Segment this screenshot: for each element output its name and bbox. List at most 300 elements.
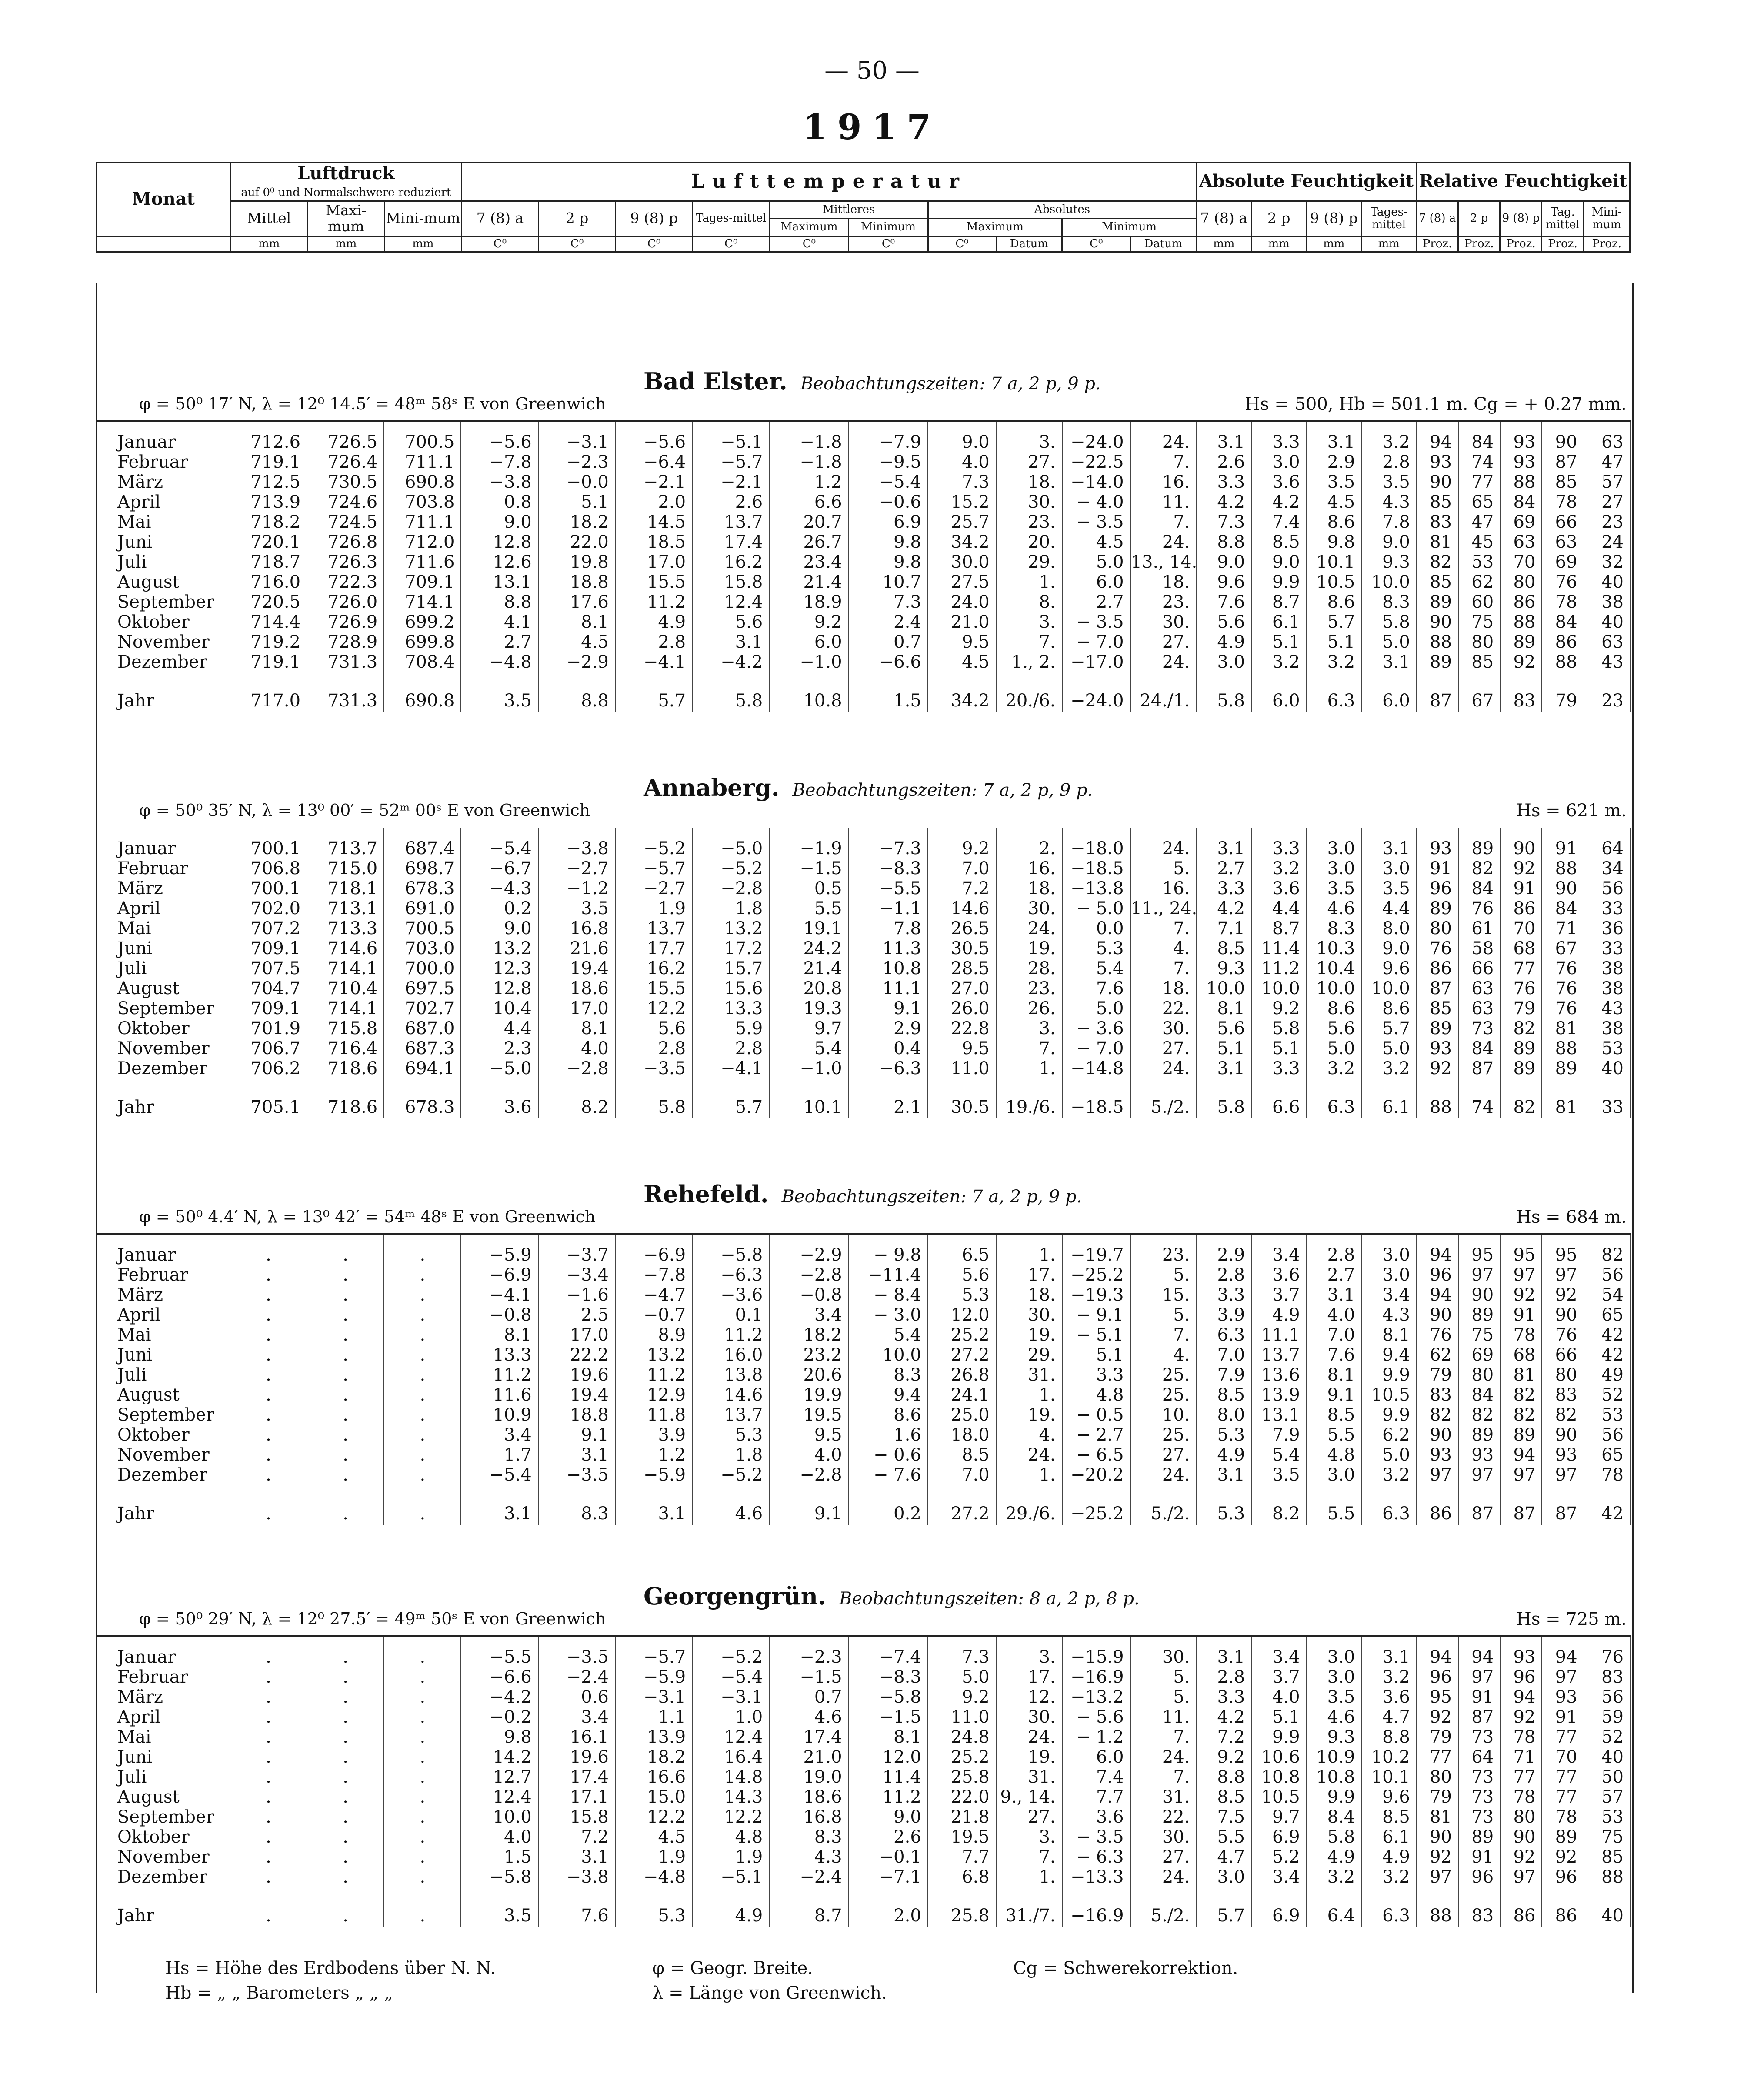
value-cell: . [230,1747,307,1767]
value-cell: 4. [996,1425,1062,1445]
value-cell: 712.6 [230,421,307,453]
year-row [96,1485,1630,1525]
value-cell: 2.5 [538,1305,615,1325]
value-cell: 27. [996,452,1062,472]
value-cell: 697.5 [384,978,461,998]
value-cell: 1.9 [615,899,692,919]
value-cell: 8.5 [928,1445,996,1465]
value-cell: . [230,1867,307,1887]
value-cell: 3.1 [461,1485,538,1525]
value-cell: . [384,1365,461,1385]
value-cell: −3.1 [692,1687,769,1707]
value-cell: −2.8 [538,1058,615,1078]
value-cell: 18.2 [769,1325,848,1345]
value-cell: 718.1 [307,879,384,899]
value-cell: 20.7 [769,512,848,532]
value-cell: . [384,1727,461,1747]
value-cell: . [230,1265,307,1285]
value-cell: 93 [1458,1445,1500,1465]
value-cell: 3.9 [615,1425,692,1445]
value-cell: 6.5 [928,1234,996,1265]
value-cell: 97 [1542,1265,1584,1285]
value-cell: 3.5 [1361,472,1417,492]
value-cell: 21.4 [769,572,848,592]
value-cell: 33 [1584,939,1630,958]
value-cell: 9.6 [1361,1787,1417,1807]
month-cell: Juni [96,532,230,552]
value-cell: 16.8 [538,919,615,939]
value-cell: . [230,1305,307,1325]
value-cell: 97 [1542,1465,1584,1485]
value-cell: 19.8 [538,552,615,572]
unit-datum: Datum [996,236,1062,252]
value-cell: 5.1 [1251,1038,1307,1058]
value-cell: 42 [1584,1485,1630,1525]
value-cell: 7. [1130,958,1197,978]
value-cell: 26. [996,998,1062,1018]
value-cell: − 3.0 [849,1305,928,1325]
value-cell: 79 [1417,1787,1458,1807]
value-cell: 3.6 [1251,1265,1307,1285]
value-cell: 61 [1458,919,1500,939]
value-cell: 16.6 [615,1767,692,1787]
value-cell: 2.8 [1196,1265,1251,1285]
value-cell: . [384,1887,461,1927]
value-cell: 6.3 [1196,1325,1251,1345]
value-cell: 17.4 [692,532,769,552]
month-cell: Januar [96,828,230,859]
value-cell: 3.3 [1251,1058,1307,1078]
value-cell: −6.6 [849,652,928,672]
month-cell: Mai [96,919,230,939]
value-cell: 12.4 [461,1787,538,1807]
value-cell: 7. [996,1038,1062,1058]
value-cell: 16. [996,859,1062,879]
value-cell: −15.9 [1062,1636,1130,1667]
value-cell: 704.7 [230,978,307,998]
value-cell: 85 [1458,652,1500,672]
month-cell: April [96,899,230,919]
value-cell: 9.9 [1251,572,1307,592]
value-cell: 27.2 [928,1345,996,1365]
value-cell: 718.6 [307,1058,384,1078]
value-cell: 4.0 [1307,1305,1362,1325]
value-cell: 9.9 [1361,1365,1417,1385]
value-cell: 6.4 [1307,1887,1362,1927]
value-cell: −4.2 [692,652,769,672]
value-cell: 5.6 [1196,1018,1251,1038]
value-cell: 5.7 [1196,1887,1251,1927]
month-cell: Jahr [96,672,230,712]
value-cell: 17.6 [538,592,615,612]
value-cell: 19.6 [538,1365,615,1385]
value-cell: 66 [1458,958,1500,978]
value-cell: 719.1 [230,652,307,672]
value-cell: 23. [1130,1234,1197,1265]
value-cell: 3.3 [1196,1285,1251,1305]
value-cell: 11.4 [849,1767,928,1787]
value-cell: 1. [996,1385,1062,1405]
value-cell: 2.0 [615,492,692,512]
value-cell: 687.0 [384,1018,461,1038]
value-cell: 714.1 [307,998,384,1018]
value-cell: 731.3 [307,672,384,712]
value-cell: 24 [1584,532,1630,552]
value-cell: 8.3 [769,1827,848,1847]
value-cell: 88 [1417,632,1458,652]
month-cell: April [96,492,230,512]
value-cell: . [230,1425,307,1445]
value-cell: −5.4 [461,1465,538,1485]
table-row [96,1038,1630,1058]
value-cell: 1. [996,572,1062,592]
value-cell: 724.5 [307,512,384,532]
value-cell: 20. [996,532,1062,552]
month-cell: September [96,998,230,1018]
value-cell: −6.7 [461,859,538,879]
value-cell: . [230,1687,307,1707]
value-cell: 12.9 [615,1385,692,1405]
value-cell: . [230,1345,307,1365]
value-cell: 4.5 [1307,492,1362,512]
value-cell: 5.8 [1196,1078,1251,1118]
value-cell: 3.2 [1361,1058,1417,1078]
value-cell: . [384,1747,461,1767]
value-cell: 10.8 [769,672,848,712]
value-cell: 700.1 [230,828,307,859]
month-cell: Oktober [96,612,230,632]
value-cell: − 7.0 [1062,632,1130,652]
value-cell: 9.0 [1361,532,1417,552]
value-cell: 7.7 [1062,1787,1130,1807]
value-cell: 1.5 [849,672,928,712]
value-cell: 86 [1417,958,1458,978]
value-cell: − 3.5 [1062,612,1130,632]
value-cell: 50 [1584,1767,1630,1787]
value-cell: 73 [1458,1807,1500,1827]
value-cell: 95 [1542,1234,1584,1265]
value-cell: 17. [996,1667,1062,1687]
value-cell: 77 [1542,1727,1584,1747]
value-cell: . [307,1325,384,1345]
value-cell: 12.6 [461,552,538,572]
value-cell: 8.5 [1196,939,1251,958]
value-cell: 728.9 [307,632,384,652]
value-cell: 5.4 [849,1325,928,1345]
footnote-lambda: λ = Länge von Greenwich. [652,1983,887,2003]
value-cell: 4.2 [1251,492,1307,512]
table-row [96,1365,1630,1385]
value-cell: 4. [1130,939,1197,958]
value-cell: . [307,1847,384,1867]
value-cell: − 0.5 [1062,1405,1130,1425]
value-cell: 16.0 [692,1345,769,1365]
value-cell: 40 [1584,1887,1630,1927]
value-cell: 27. [1130,1847,1197,1867]
value-cell: 3.2 [1361,1465,1417,1485]
value-cell: −5.0 [461,1058,538,1078]
value-cell: 24.1 [928,1385,996,1405]
value-cell: 2.9 [1307,452,1362,472]
value-cell: 26.0 [928,998,996,1018]
value-cell: −0.1 [849,1847,928,1867]
value-cell: 3.0 [1361,859,1417,879]
value-cell: 3.2 [1251,652,1307,672]
value-cell: 5.8 [692,672,769,712]
value-cell: . [384,1305,461,1325]
value-cell: 10.0 [1361,978,1417,998]
value-cell: 94 [1417,1285,1458,1305]
value-cell: 13.2 [692,919,769,939]
value-cell: 5.5 [769,899,848,919]
value-cell: 8.1 [538,612,615,632]
value-cell: −3.8 [538,828,615,859]
value-cell: 2.7 [461,632,538,652]
value-cell: −5.8 [461,1867,538,1887]
value-cell: −6.9 [615,1234,692,1265]
value-cell: 7. [1130,1727,1197,1747]
value-cell: 7.3 [1196,512,1251,532]
value-cell: 22. [1130,998,1197,1018]
value-cell: −5.2 [615,828,692,859]
value-cell: 80 [1500,1807,1542,1827]
value-cell: 8.7 [1251,592,1307,612]
value-cell: 10.8 [1251,1767,1307,1787]
station-height: Hs = 500, Hb = 501.1 m. Cg = + 0.27 mm. [1245,394,1627,414]
value-cell: 74 [1458,452,1500,472]
value-cell: 15.5 [615,978,692,998]
footnote-hs: Hs = Höhe des Erdbodens über N. N. [165,1958,496,1978]
value-cell: 720.1 [230,532,307,552]
value-cell: . [307,1827,384,1847]
value-cell: 73 [1458,1018,1500,1038]
value-cell: 3.5 [461,1887,538,1927]
value-cell: 2.6 [692,492,769,512]
value-cell: 38 [1584,1018,1630,1038]
header-t2: 2 p [539,201,616,236]
value-cell: 5.1 [538,492,615,512]
value-cell: 8.6 [849,1405,928,1425]
value-cell: 7. [1130,512,1197,532]
value-cell: 58 [1458,939,1500,958]
value-cell: . [230,1365,307,1385]
value-cell: 87 [1542,452,1584,472]
footnote-hb: Hb = „ „ Barometers „ „ „ [165,1983,393,2003]
header-rmin: Mini-mum [1584,201,1630,236]
value-cell: 7.8 [1361,512,1417,532]
value-cell: 716.0 [230,572,307,592]
value-cell: 11.1 [849,978,928,998]
table-row [96,1827,1630,1847]
value-cell: 10.4 [461,998,538,1018]
value-cell: 10.5 [1307,572,1362,592]
value-cell: 43 [1584,998,1630,1018]
value-cell: . [384,1807,461,1827]
table-row [96,652,1630,672]
value-cell: 710.4 [307,978,384,998]
value-cell: 85 [1417,572,1458,592]
table-row [96,1405,1630,1425]
value-cell: 23.2 [769,1345,848,1365]
table-row [96,421,1630,453]
value-cell: 3.1 [1196,1636,1251,1667]
value-cell: 63 [1542,532,1584,552]
value-cell: . [230,1807,307,1827]
value-cell: 4.2 [1196,492,1251,512]
value-cell: 43 [1584,652,1630,672]
value-cell: 36 [1584,919,1630,939]
month-cell: Januar [96,1234,230,1265]
month-cell: Dezember [96,1465,230,1485]
value-cell: 90 [1542,879,1584,899]
station-title [644,367,1101,395]
value-cell: 14.2 [461,1747,538,1767]
unit-c: C⁰ [693,236,770,252]
value-cell: 3.4 [769,1305,848,1325]
value-cell: 3.1 [1361,1636,1417,1667]
value-cell: 28.5 [928,958,996,978]
value-cell: 7.6 [1196,592,1251,612]
table-row [96,899,1630,919]
year-row [96,1887,1630,1927]
value-cell: 0.7 [849,632,928,652]
value-cell: 83 [1584,1667,1630,1687]
value-cell: −2.3 [538,452,615,472]
value-cell: −8.3 [849,1667,928,1687]
value-cell: 11.4 [1251,939,1307,958]
value-cell: −11.4 [849,1265,928,1285]
table-row [96,1867,1630,1887]
table-row [96,1465,1630,1485]
value-cell: 40 [1584,1058,1630,1078]
station-height: Hs = 684 m. [1516,1207,1627,1227]
value-cell: 5.6 [692,612,769,632]
value-cell: 3.3 [1251,421,1307,453]
value-cell: −1.9 [769,828,848,859]
table-row [96,1807,1630,1827]
value-cell: 9.8 [849,532,928,552]
value-cell: 13.1 [1251,1405,1307,1425]
value-cell: 0.2 [461,899,538,919]
value-cell: . [384,1345,461,1365]
value-cell: 27. [1130,1038,1197,1058]
value-cell: −3.4 [538,1265,615,1285]
value-cell: 6.1 [1251,612,1307,632]
unit-mm: mm [230,236,307,252]
value-cell: 8.3 [538,1485,615,1525]
unit-proz: Proz. [1584,236,1630,252]
value-cell: −19.7 [1062,1234,1130,1265]
value-cell: 16.4 [692,1747,769,1767]
value-cell: 97 [1500,1265,1542,1285]
value-cell: . [230,1727,307,1747]
value-cell: 92 [1542,1285,1584,1305]
value-cell: 8.2 [1251,1485,1307,1525]
value-cell: −5.6 [461,421,538,453]
value-cell: −5.2 [692,859,769,879]
value-cell: 2.4 [849,612,928,632]
value-cell: 724.6 [307,492,384,512]
station-table [96,827,1631,1118]
value-cell: 0.4 [849,1038,928,1058]
value-cell: 5.9 [692,1018,769,1038]
value-cell: 1.0 [692,1707,769,1727]
value-cell: 11.2 [849,1787,928,1807]
value-cell: 84 [1458,421,1500,453]
header-tages: Tages-mittel [1361,201,1417,236]
value-cell: . [307,1234,384,1265]
station-name: Rehefeld. [644,1180,769,1208]
value-cell: 5.3 [1196,1425,1251,1445]
value-cell: 9.3 [1361,552,1417,572]
value-cell: 12.2 [692,1807,769,1827]
value-cell: 7.0 [1307,1325,1362,1345]
value-cell: . [384,1445,461,1465]
value-cell: 5.0 [1361,1038,1417,1058]
value-cell: 10.1 [1361,1767,1417,1787]
value-cell: 14.6 [928,899,996,919]
header-abs-feucht: Absolute Feuchtigkeit [1197,163,1417,201]
value-cell: 76 [1542,958,1584,978]
value-cell: 4.0 [769,1445,848,1465]
value-cell: 730.5 [307,472,384,492]
value-cell: −2.3 [769,1636,848,1667]
value-cell: 7.4 [1251,512,1307,532]
value-cell: 88 [1542,1038,1584,1058]
month-cell: Februar [96,452,230,472]
value-cell: 1., 2. [996,652,1062,672]
value-cell: 13.3 [692,998,769,1018]
value-cell: 24. [1130,532,1197,552]
value-cell: 3.3 [1196,472,1251,492]
value-cell: 10.8 [1307,1767,1362,1787]
value-cell: . [384,1847,461,1867]
value-cell: 71 [1542,919,1584,939]
value-cell: 7.2 [1196,1727,1251,1747]
value-cell: 23 [1584,512,1630,532]
value-cell: 715.0 [307,859,384,879]
value-cell: 1. [996,1867,1062,1887]
column-header [96,162,1631,253]
value-cell: 5.0 [1307,1038,1362,1058]
value-cell: 3.1 [692,632,769,652]
value-cell: 1. [996,1234,1062,1265]
value-cell: −9.5 [849,452,928,472]
value-cell: 1.9 [615,1847,692,1867]
station-title [644,1582,1140,1610]
value-cell: 10.0 [461,1807,538,1827]
value-cell: 14.8 [692,1767,769,1787]
value-cell: − 3.6 [1062,1018,1130,1038]
value-cell: 5./2. [1130,1485,1197,1525]
table-row [96,492,1630,512]
value-cell: 15. [1130,1285,1197,1305]
month-cell: April [96,1707,230,1727]
page-number: — 50 — [824,57,920,85]
value-cell: 11., 24. [1130,899,1197,919]
value-cell: 700.5 [384,919,461,939]
value-cell: 0.8 [461,492,538,512]
value-cell: 702.0 [230,899,307,919]
value-cell: . [230,1485,307,1525]
value-cell: 27 [1584,492,1630,512]
value-cell: 8.8 [538,672,615,712]
value-cell: 92 [1500,1847,1542,1867]
value-cell: 19. [996,1405,1062,1425]
table-row [96,1305,1630,1325]
value-cell: 15.0 [615,1787,692,1807]
value-cell: −14.0 [1062,472,1130,492]
